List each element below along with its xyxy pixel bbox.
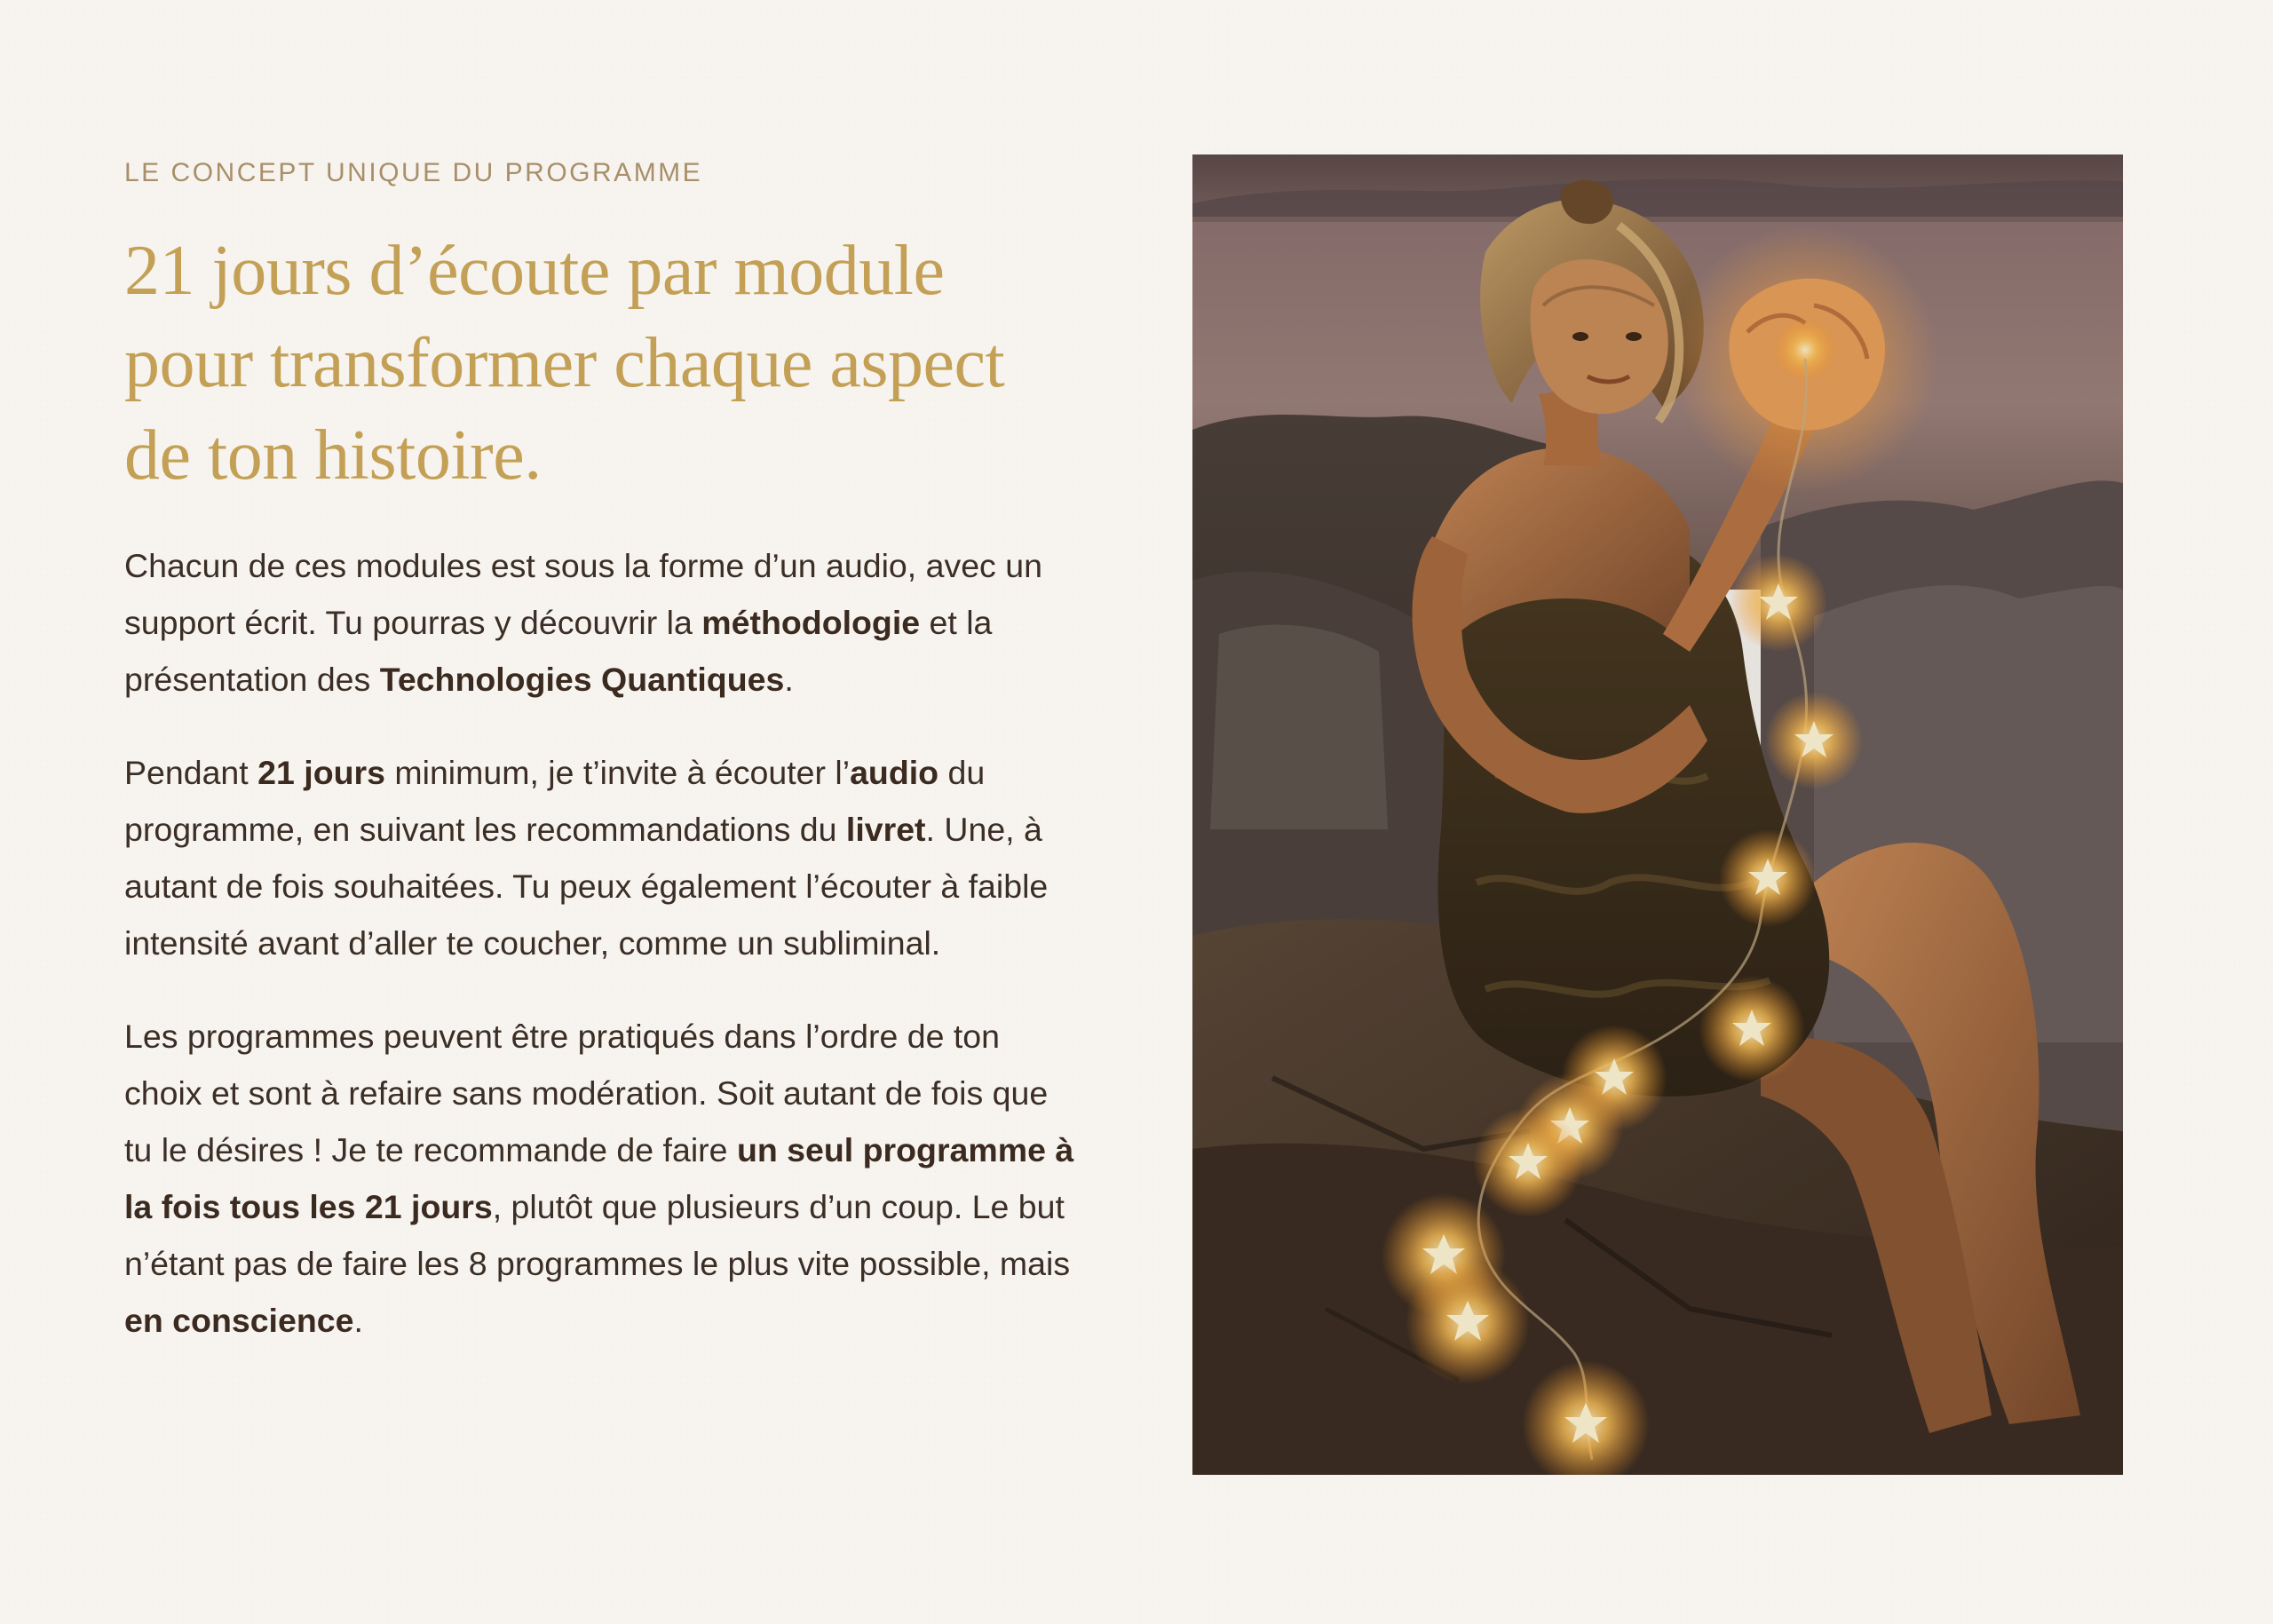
text-run: , plutôt que plusieurs d’un coup. Le but n’étant pas de faire les 8 programmes le plus vite possible, mais [124, 1188, 1071, 1282]
paragraph-2 [124, 744, 1083, 971]
text-run: Les programmes peuvent être pratiqués dans l’ordre de ton choix et sont à refaire sans modération. Soit autant de fois que tu le désires ! Je te recommande de faire [124, 1018, 1049, 1168]
text-run: minimum, je t’invite à écouter l’ [384, 754, 851, 791]
paragraph-1 [124, 537, 1083, 708]
text-run: et la présentation des [124, 604, 993, 698]
paragraph-3 [124, 1008, 1083, 1349]
section-eyebrow: LE CONCEPT UNIQUE DU PROGRAMME [124, 158, 703, 187]
text-run: du programme, en suivant les recommandations du [124, 754, 986, 848]
bold-text: méthodologie [701, 604, 921, 641]
bold-text: un seul programme à la fois tous les 21 jours [124, 1131, 1074, 1225]
text-run: Chacun de ces modules est sous la forme d’un audio, avec un support écrit. Tu pourras y découvrir la [124, 547, 1042, 641]
bold-text: en conscience [124, 1302, 354, 1339]
text-run: . [784, 661, 794, 698]
text-run: . [353, 1302, 363, 1339]
text-run: . Une, à autant de fois souhaitées. Tu peux également l’écouter à faible intensité avant d’aller te coucher, comme un subliminal. [124, 811, 1049, 962]
woman-with-fairy-lights-photo [1192, 154, 2123, 1475]
bold-text: audio [850, 754, 939, 791]
text-column [124, 155, 1101, 1385]
photo-illustration [1192, 154, 2123, 1475]
text-run: Pendant [124, 754, 258, 791]
bold-text: livret [845, 811, 926, 848]
section-headline: 21 jours d’écoute par module pour transformer chaque aspect de ton histoire. [124, 232, 1005, 495]
bold-text: Technologies Quantiques [379, 661, 785, 698]
bold-text: 21 jours [257, 754, 385, 791]
